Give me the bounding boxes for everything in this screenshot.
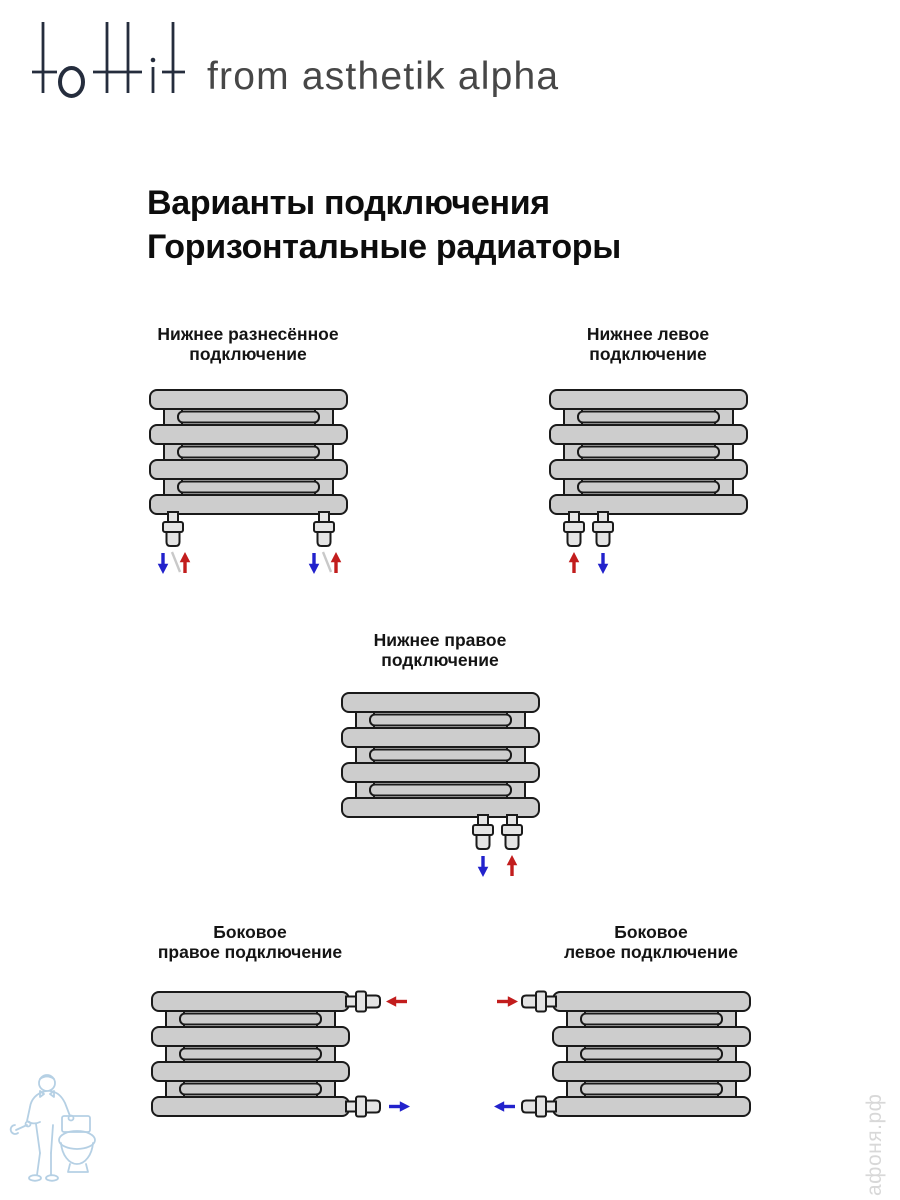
flow-arrow-down-blue bbox=[478, 856, 489, 877]
valve-fitting-bottom-left bbox=[163, 512, 183, 546]
radiator-body bbox=[150, 390, 347, 514]
valve-fitting-top-left bbox=[522, 992, 556, 1012]
diagram-label-bottom-spread: Нижнее разнесённое подключение bbox=[157, 324, 339, 364]
valve-fitting-bottom-left-inner bbox=[593, 512, 613, 546]
radiator-diagram-side-right bbox=[136, 986, 426, 1131]
valve-fitting-bottom-left bbox=[522, 1097, 556, 1117]
page-title-line2: Горизонтальные радиаторы bbox=[147, 228, 622, 266]
radiator-diagram-bottom-left bbox=[534, 384, 764, 584]
radiator-diagram-bottom-right bbox=[326, 687, 556, 887]
radiator-body bbox=[553, 992, 750, 1116]
valve-fitting-bottom-right-inner bbox=[473, 815, 493, 849]
valve-fitting-bottom-right-outer bbox=[502, 815, 522, 849]
flow-arrow-left-blue bbox=[494, 1101, 515, 1112]
flow-arrow-down-blue bbox=[309, 553, 320, 574]
flow-arrow-left-red bbox=[386, 996, 407, 1007]
diagram-label-bottom-right: Нижнее правое подключение bbox=[373, 630, 507, 670]
valve-fitting-bottom-right bbox=[346, 1097, 380, 1117]
plumber-watermark bbox=[6, 1068, 116, 1198]
radiator-diagram-bottom-spread bbox=[134, 384, 364, 584]
flow-arrow-up-red bbox=[569, 552, 580, 573]
diagram-label-side-left: Боковое левое подключение bbox=[564, 922, 738, 962]
flow-arrow-right-blue bbox=[389, 1101, 410, 1112]
page-title bbox=[147, 181, 621, 269]
radiator-body bbox=[342, 693, 539, 817]
flow-arrow-up-red bbox=[507, 855, 518, 876]
tottit-logo bbox=[28, 12, 208, 102]
diagram-label-bottom-left: Нижнее левое подключение bbox=[586, 324, 710, 364]
brand-tagline: from asthetik alpha bbox=[207, 55, 560, 98]
valve-fitting-bottom-left-outer bbox=[564, 512, 584, 546]
valve-fitting-top-right bbox=[346, 992, 380, 1012]
radiator-body bbox=[550, 390, 747, 514]
flow-arrow-down-blue bbox=[158, 553, 169, 574]
radiator-diagram-side-left bbox=[478, 986, 758, 1131]
or-slash bbox=[172, 552, 180, 572]
site-watermark-text: афоня.рф bbox=[863, 1093, 886, 1196]
page-title-line1: Варианты подключения bbox=[147, 184, 550, 222]
diagram-label-side-right: Боковое правое подключение bbox=[157, 922, 343, 962]
valve-fitting-bottom-right bbox=[314, 512, 334, 546]
radiator-body bbox=[152, 992, 349, 1116]
flow-arrow-up-red bbox=[180, 552, 191, 573]
flow-arrow-up-red bbox=[331, 552, 342, 573]
flow-arrow-right-red bbox=[497, 996, 518, 1007]
or-slash bbox=[323, 552, 331, 572]
flow-arrow-down-blue bbox=[598, 553, 609, 574]
